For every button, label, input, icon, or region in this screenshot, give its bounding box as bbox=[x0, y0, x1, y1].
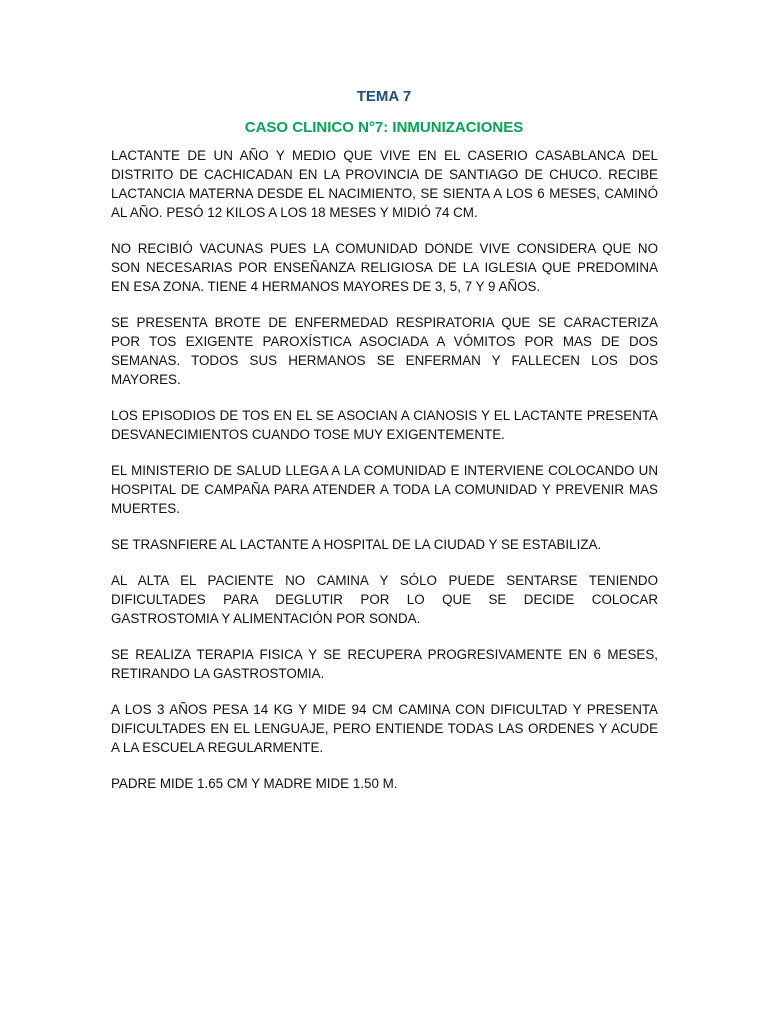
paragraph: SE PRESENTA BROTE DE ENFERMEDAD RESPIRATORIA QUE SE CARACTERIZA POR TOS EXIGENTE PAROXÍSTICA ASOCIADA A VÓMITOS POR MAS DE DOS SEMANAS. TODOS SUS HERMANOS SE ENFERMAN Y FALLECEN LOS DOS MAYORES. bbox=[111, 315, 658, 387]
paragraph: SE REALIZA TERAPIA FISICA Y SE RECUPERA PROGRESIVAMENTE EN 6 MESES, RETIRANDO LA GASTROSTOMIA. bbox=[111, 647, 658, 681]
paragraph: NO RECIBIÓ VACUNAS PUES LA COMUNIDAD DONDE VIVE CONSIDERA QUE NO SON NECESARIAS POR ENSEÑANZA RELIGIOSA DE LA IGLESIA QUE PREDOMINA EN ESA ZONA. TIENE 4 HERMANOS MAYORES DE 3, 5, 7 Y 9 AÑOS. bbox=[111, 241, 658, 294]
paragraph: PADRE MIDE 1.65 CM Y MADRE MIDE 1.50 M. bbox=[111, 776, 398, 791]
paragraph: EL MINISTERIO DE SALUD LLEGA A LA COMUNIDAD E INTERVIENE COLOCANDO UN HOSPITAL DE CAMPAÑA PARA ATENDER A TODA LA COMUNIDAD Y PREVENIR MAS MUERTES. bbox=[111, 463, 658, 516]
paragraph: A LOS 3 AÑOS PESA 14 KG Y MIDE 94 CM CAMINA CON DIFICULTAD Y PRESENTA DIFICULTADES EN EL LENGUAJE, PERO ENTIENDE TODAS LAS ORDENES Y ACUDE A LA ESCUELA REGULARMENTE. bbox=[111, 702, 658, 755]
document-subtitle: CASO CLINICO N°7: INMUNIZACIONES bbox=[244, 119, 524, 136]
document-body bbox=[111, 146, 658, 810]
paragraph: AL ALTA EL PACIENTE NO CAMINA Y SÓLO PUEDE SENTARSE TENIENDO DIFICULTADES PARA DEGLUTIR POR LO QUE SE DECIDE COLOCAR GASTROSTOMIA Y ALIMENTACIÓN POR SONDA. bbox=[111, 573, 658, 626]
paragraph: LOS EPISODIOS DE TOS EN EL SE ASOCIAN A CIANOSIS Y EL LACTANTE PRESENTA DESVANECIMIENTOS CUANDO TOSE MUY EXIGENTEMENTE. bbox=[111, 408, 658, 442]
document-title: TEMA 7 bbox=[356, 88, 412, 105]
paragraph: SE TRASNFIERE AL LACTANTE A HOSPITAL DE LA CIUDAD Y SE ESTABILIZA. bbox=[111, 537, 602, 552]
paragraph: LACTANTE DE UN AÑO Y MEDIO QUE VIVE EN EL CASERIO CASABLANCA DEL DISTRITO DE CACHICADAN EN LA PROVINCIA DE SANTIAGO DE CHUCO. RECIBE LACTANCIA MATERNA DESDE EL NACIMIENTO, SE SIENTA A LOS 6 MESES, CAMINÓ AL AÑO. PESÓ 12 KILOS A LOS 18 MESES Y MIDIÓ 74 CM. bbox=[111, 148, 658, 220]
